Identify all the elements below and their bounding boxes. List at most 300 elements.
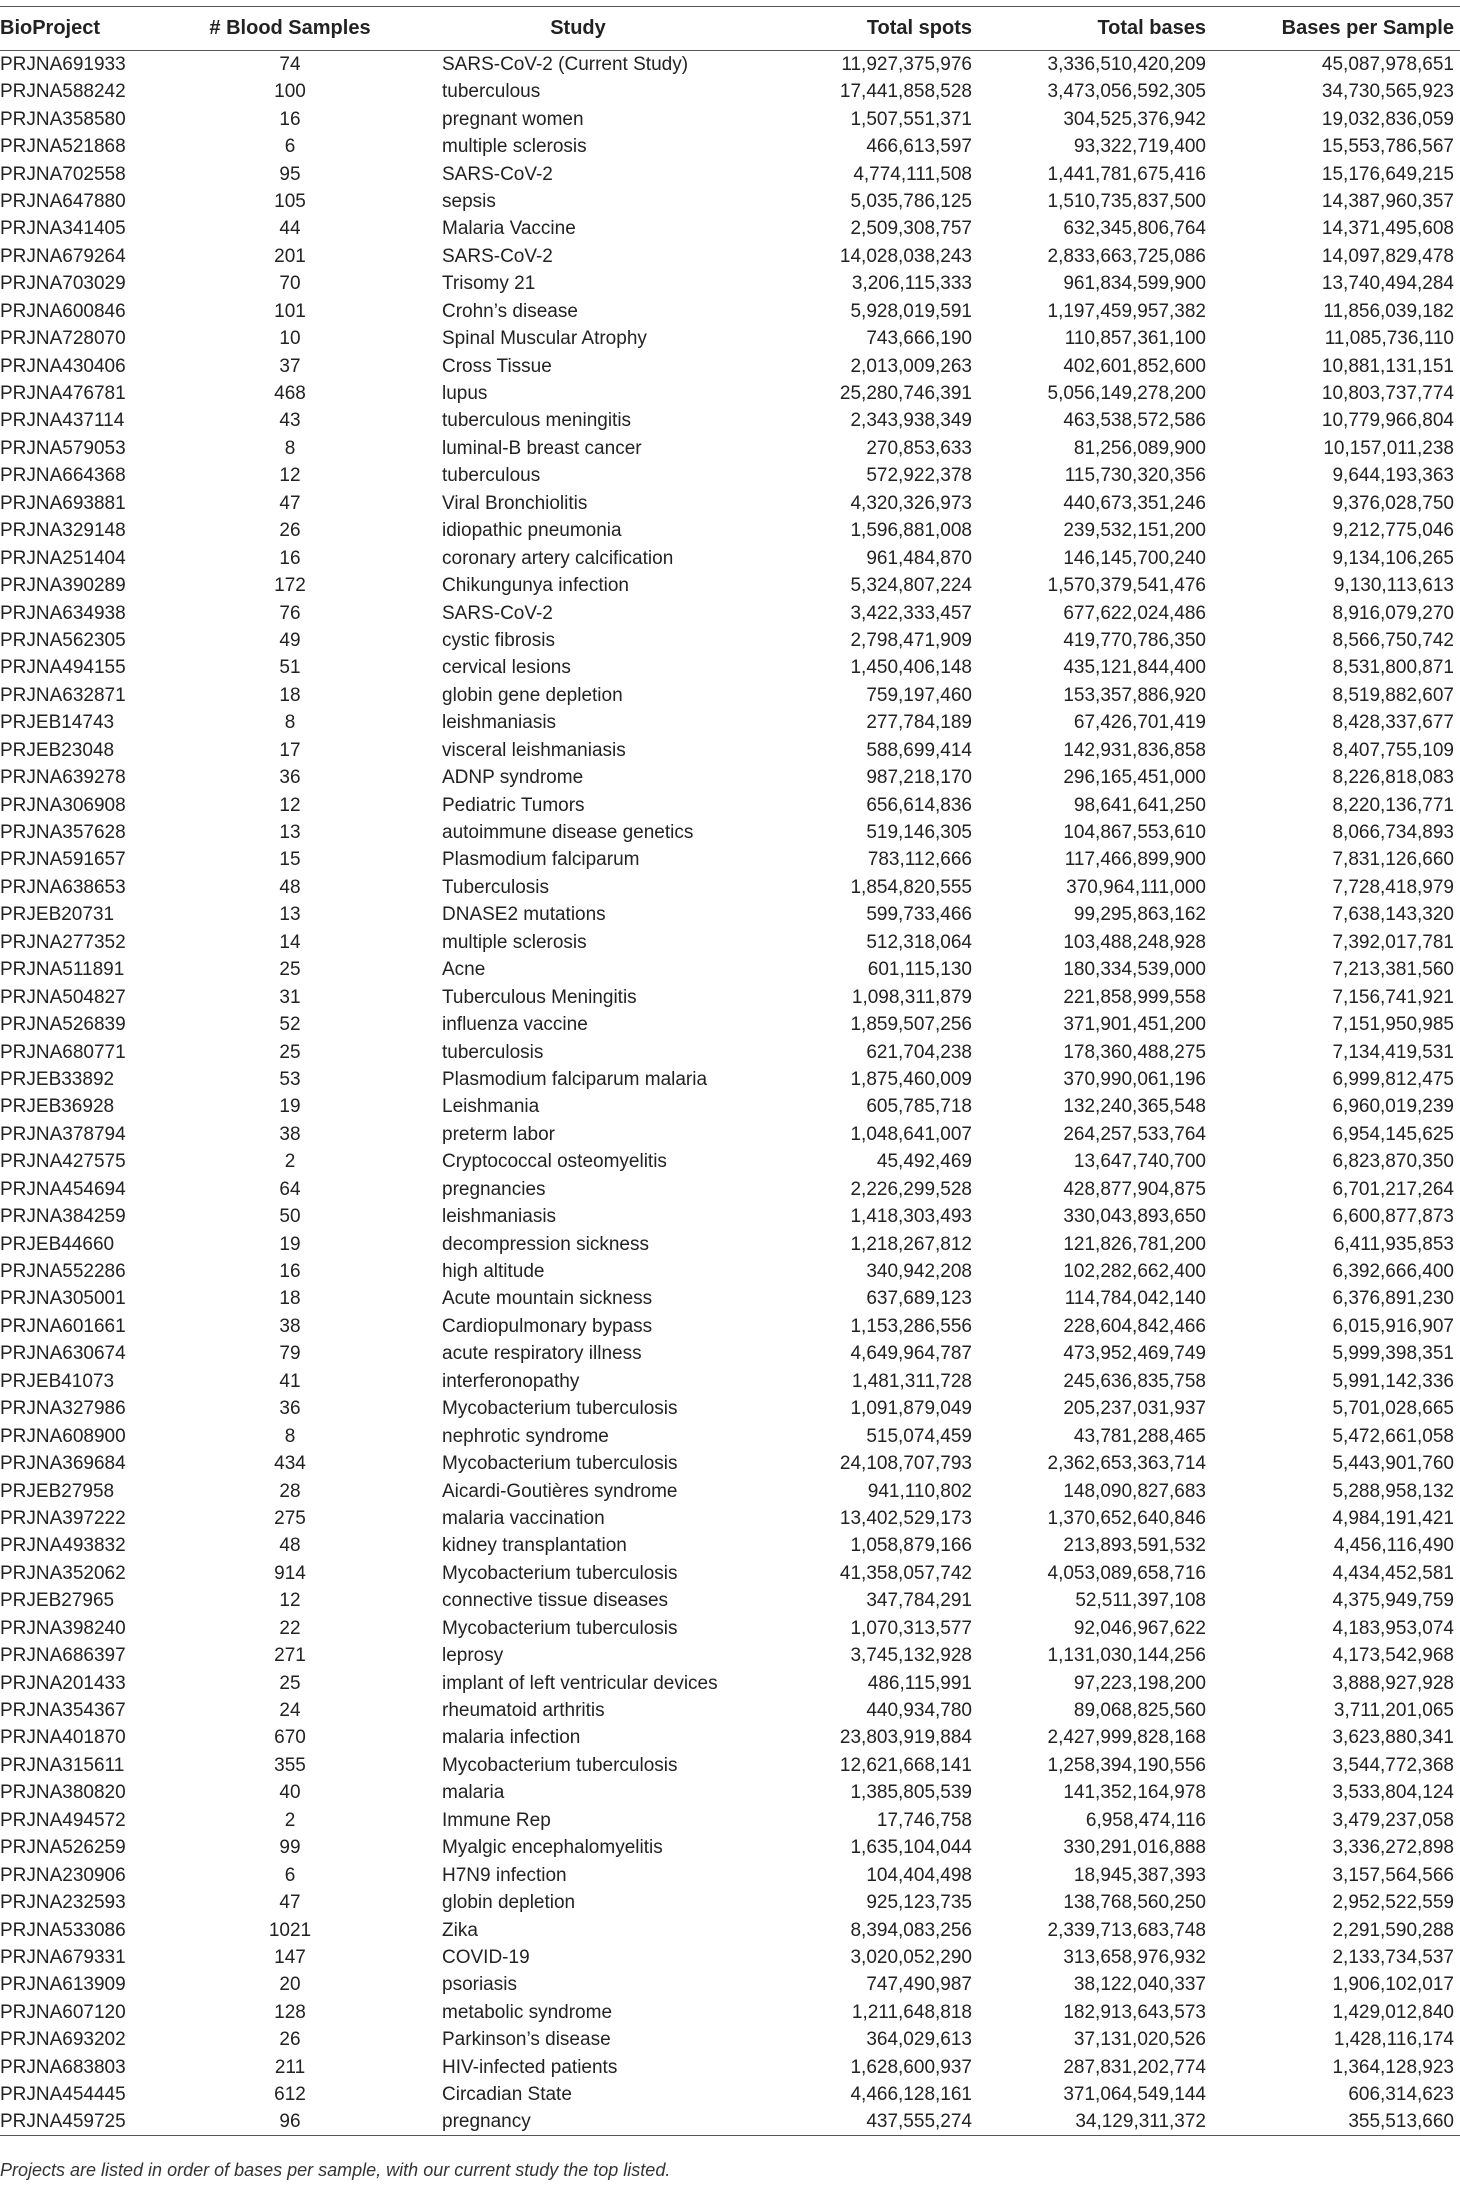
cell-bases-per-sample: 7,728,418,979: [1332, 876, 1454, 898]
cell-total-bases: 228,604,842,466: [1063, 1315, 1206, 1337]
cell-blood-samples: 12: [279, 794, 301, 816]
cell-total-bases: 371,064,549,144: [1063, 2084, 1206, 2106]
cell-total-bases: 52,511,397,108: [1075, 1590, 1206, 1612]
cell-bases-per-sample: 1,428,116,174: [1333, 2029, 1454, 2051]
cell-blood-samples: 128: [274, 2001, 306, 2023]
cell-total-bases: 330,043,893,650: [1063, 1206, 1206, 1228]
table-row: [0, 1093, 1460, 1120]
cell-bioproject: PRJNA230906: [0, 1864, 126, 1886]
table-row: [0, 1999, 1460, 2026]
cell-total-bases: 264,257,533,764: [1063, 1123, 1206, 1145]
cell-study: SARS-CoV-2 (Current Study): [442, 54, 689, 75]
cell-blood-samples: 36: [279, 1398, 301, 1420]
cell-study: kidney transplantation: [442, 1535, 627, 1557]
cell-bases-per-sample: 4,375,949,759: [1332, 1590, 1454, 1612]
cell-bioproject: PRJNA600846: [0, 300, 126, 322]
cell-total-spots: 1,211,648,818: [851, 2001, 972, 2023]
table-footnote: Projects are listed in order of bases per sample, with our current study the top listed.: [0, 2160, 671, 2180]
cell-total-bases: 313,658,976,932: [1063, 1946, 1206, 1968]
cell-blood-samples: 147: [274, 1946, 306, 1968]
table-row: [0, 380, 1460, 407]
cell-bases-per-sample: 3,157,564,566: [1332, 1864, 1454, 1886]
cell-study: malaria vaccination: [442, 1507, 605, 1529]
cell-bases-per-sample: 2,291,590,288: [1332, 1919, 1454, 1941]
cell-bases-per-sample: 9,212,775,046: [1332, 520, 1454, 542]
cell-blood-samples: 468: [274, 383, 306, 405]
cell-bioproject: PRJEB27958: [0, 1480, 115, 1502]
cell-total-bases: 245,636,835,758: [1063, 1370, 1206, 1392]
cell-total-bases: 2,833,663,725,086: [1047, 245, 1206, 267]
cell-study: Parkinson’s disease: [442, 2029, 611, 2051]
cell-study: ADNP syndrome: [442, 767, 584, 789]
cell-bases-per-sample: 5,288,958,132: [1332, 1480, 1454, 1502]
cell-total-spots: 2,226,299,528: [850, 1178, 972, 1200]
cell-blood-samples: 40: [279, 1782, 301, 1804]
cell-bioproject: PRJNA201433: [0, 1672, 126, 1694]
table-row: [0, 764, 1460, 791]
cell-study: malaria: [442, 1782, 505, 1804]
cell-total-bases: 43,781,288,465: [1073, 1425, 1206, 1447]
cell-total-spots: 5,324,807,224: [850, 575, 972, 597]
cell-bases-per-sample: 45,087,978,651: [1321, 54, 1454, 75]
cell-total-bases: 1,258,394,190,556: [1047, 1754, 1206, 1776]
cell-bases-per-sample: 4,173,542,968: [1332, 1645, 1454, 1667]
cell-total-spots: 340,942,208: [866, 1261, 972, 1283]
cell-bioproject: PRJNA691933: [0, 54, 126, 75]
cell-total-spots: 2,798,471,909: [850, 629, 972, 651]
cell-total-bases: 92,046,967,622: [1073, 1617, 1206, 1639]
cell-total-spots: 486,115,991: [867, 1672, 972, 1694]
cell-total-bases: 141,352,164,978: [1063, 1782, 1206, 1804]
cell-total-spots: 1,635,104,044: [850, 1837, 972, 1859]
cell-study: HIV-infected patients: [442, 2056, 618, 2078]
cell-study: Crohn’s disease: [442, 300, 578, 322]
cell-bases-per-sample: 7,831,126,660: [1332, 849, 1454, 871]
cell-bioproject: PRJNA354367: [0, 1700, 126, 1722]
cell-study: rheumatoid arthritis: [442, 1700, 605, 1722]
cell-total-spots: 1,418,303,493: [850, 1206, 972, 1228]
cell-total-bases: 132,240,365,548: [1063, 1096, 1206, 1118]
cell-blood-samples: 275: [274, 1507, 306, 1529]
cell-bases-per-sample: 6,411,935,853: [1333, 1233, 1454, 1255]
table-row: [0, 901, 1460, 928]
cell-bioproject: PRJNA728070: [0, 328, 126, 350]
cell-study: Tuberculosis: [442, 876, 550, 898]
cell-blood-samples: 95: [279, 163, 301, 185]
cell-bases-per-sample: 7,134,419,531: [1332, 1041, 1454, 1063]
table-row: [0, 462, 1460, 489]
cell-bioproject: PRJNA613909: [0, 1974, 126, 1996]
table-row: [0, 1971, 1460, 1998]
cell-bases-per-sample: 1,364,128,923: [1332, 2056, 1454, 2078]
cell-total-spots: 24,108,707,793: [839, 1453, 972, 1475]
cell-study: Cryptococcal osteomyelitis: [442, 1151, 667, 1173]
cell-bases-per-sample: 5,443,901,760: [1332, 1453, 1454, 1475]
cell-total-spots: 1,628,600,937: [850, 2056, 972, 2078]
cell-total-spots: 104,404,498: [866, 1864, 972, 1886]
cell-bases-per-sample: 8,428,337,677: [1332, 712, 1454, 734]
cell-bases-per-sample: 10,881,131,151: [1321, 355, 1454, 377]
cell-total-bases: 961,834,599,900: [1063, 273, 1206, 295]
cell-study: Plasmodium falciparum malaria: [442, 1068, 708, 1090]
cell-bioproject: PRJNA358580: [0, 108, 126, 130]
cell-blood-samples: 37: [279, 355, 301, 377]
cell-total-spots: 1,450,406,148: [850, 657, 972, 679]
cell-blood-samples: 10: [279, 328, 301, 350]
cell-bases-per-sample: 6,015,916,907: [1332, 1315, 1454, 1337]
cell-bioproject: PRJNA638653: [0, 876, 126, 898]
cell-total-bases: 370,990,061,196: [1063, 1068, 1206, 1090]
cell-blood-samples: 13: [279, 904, 301, 926]
cell-blood-samples: 8: [284, 712, 296, 734]
cell-blood-samples: 13: [279, 822, 301, 844]
cell-total-bases: 1,370,652,640,846: [1047, 1507, 1206, 1529]
cell-total-spots: 1,854,820,555: [850, 876, 972, 898]
cell-bioproject: PRJNA397222: [0, 1507, 126, 1529]
cell-blood-samples: 612: [274, 2084, 306, 2106]
cell-blood-samples: 28: [279, 1480, 301, 1502]
cell-study: cervical lesions: [442, 657, 571, 679]
cell-bioproject: PRJNA459725: [0, 2108, 168, 2136]
cell-blood-samples: 2: [284, 1809, 296, 1831]
table-row: [0, 435, 1460, 462]
cell-total-spots: 23,803,919,884: [839, 1727, 972, 1749]
cell-blood-samples: 19: [279, 1096, 301, 1118]
cell-total-spots: 783,112,666: [867, 849, 972, 871]
cell-bioproject: PRJNA679264: [0, 245, 126, 267]
cell-blood-samples: 18: [279, 1288, 301, 1310]
cell-bases-per-sample: 9,130,113,613: [1333, 575, 1454, 597]
cell-total-bases: 67,426,701,419: [1073, 712, 1206, 734]
header-total-spots: Total spots: [744, 7, 978, 51]
cell-total-spots: 1,048,641,007: [850, 1123, 972, 1145]
cell-bases-per-sample: 10,779,966,804: [1321, 410, 1454, 432]
cell-bioproject: PRJNA511891: [0, 959, 125, 981]
cell-total-spots: 519,146,305: [866, 822, 972, 844]
cell-blood-samples: 25: [279, 959, 301, 981]
cell-bioproject: PRJNA352062: [0, 1562, 126, 1584]
cell-bioproject: PRJNA533086: [0, 1919, 126, 1941]
table-row: [0, 819, 1460, 846]
cell-total-bases: 3,473,056,592,305: [1047, 81, 1206, 103]
cell-total-spots: 941,110,802: [867, 1480, 972, 1502]
cell-study: tuberculous: [442, 81, 541, 103]
cell-total-spots: 41,358,057,742: [839, 1562, 972, 1584]
cell-blood-samples: 12: [279, 465, 301, 487]
cell-bases-per-sample: 6,960,019,239: [1332, 1096, 1454, 1118]
cell-total-spots: 601,115,130: [867, 959, 972, 981]
cell-bioproject: PRJNA630674: [0, 1343, 126, 1365]
cell-bases-per-sample: 14,387,960,357: [1321, 190, 1454, 212]
header-bases-per-sample: Bases per Sample: [1212, 7, 1460, 51]
table-row: [0, 1615, 1460, 1642]
cell-study: tuberculosis: [442, 1041, 544, 1063]
cell-study: Myalgic encephalomyelitis: [442, 1837, 663, 1859]
cell-total-spots: 466,613,597: [866, 136, 972, 158]
cell-bioproject: PRJNA306908: [0, 794, 126, 816]
cell-bioproject: PRJNA315611: [0, 1754, 125, 1776]
cell-study: Aicardi-Goutières syndrome: [442, 1480, 678, 1502]
cell-bioproject: PRJEB41073: [0, 1370, 115, 1392]
cell-total-bases: 677,622,024,486: [1063, 602, 1206, 624]
cell-bases-per-sample: 8,519,882,607: [1332, 684, 1454, 706]
cell-total-bases: 117,466,899,900: [1064, 849, 1206, 871]
cell-bases-per-sample: 8,531,800,871: [1332, 657, 1454, 679]
cell-blood-samples: 49: [279, 629, 301, 651]
table-row: [0, 2026, 1460, 2053]
cell-study: lupus: [442, 383, 488, 405]
cell-bioproject: PRJNA591657: [0, 849, 126, 871]
cell-bases-per-sample: 9,376,028,750: [1332, 492, 1454, 514]
cell-bioproject: PRJNA398240: [0, 1617, 126, 1639]
table-row: [0, 1066, 1460, 1093]
cell-study: pregnancies: [442, 1178, 546, 1200]
table-row: [0, 2108, 1460, 2136]
table-row: [0, 1587, 1460, 1614]
cell-total-spots: 8,394,083,256: [850, 1919, 972, 1941]
cell-study: Spinal Muscular Atrophy: [442, 328, 647, 350]
cell-blood-samples: 47: [279, 1892, 301, 1914]
cell-bioproject: PRJNA693202: [0, 2029, 126, 2051]
cell-blood-samples: 38: [279, 1315, 301, 1337]
cell-total-bases: 440,673,351,246: [1063, 492, 1206, 514]
cell-blood-samples: 70: [279, 273, 301, 295]
cell-study: globin depletion: [442, 1892, 576, 1914]
cell-bioproject: PRJEB23048: [0, 739, 115, 761]
cell-bioproject: PRJNA494572: [0, 1809, 126, 1831]
table-row: [0, 791, 1460, 818]
cell-bioproject: PRJNA639278: [0, 767, 126, 789]
table-row: [0, 78, 1460, 105]
cell-bioproject: PRJNA357628: [0, 822, 126, 844]
cell-total-spots: 1,875,460,009: [850, 1068, 972, 1090]
cell-total-spots: 14,028,038,243: [839, 245, 972, 267]
cell-study: nephrotic syndrome: [442, 1425, 609, 1447]
cell-bases-per-sample: 606,314,623: [1348, 2084, 1454, 2106]
cell-total-spots: 5,928,019,591: [850, 300, 972, 322]
table-row: [0, 407, 1460, 434]
cell-total-spots: 747,490,987: [866, 1974, 972, 1996]
table-row: [0, 709, 1460, 736]
table-row: [0, 1148, 1460, 1175]
cell-bioproject: PRJNA632871: [0, 684, 126, 706]
cell-study: influenza vaccine: [442, 1014, 588, 1036]
cell-bioproject: PRJEB14743: [0, 712, 115, 734]
cell-blood-samples: 25: [279, 1672, 301, 1694]
cell-total-bases: 34,129,311,372: [978, 2108, 1212, 2136]
table-row: [0, 1121, 1460, 1148]
cell-bases-per-sample: 7,392,017,781: [1332, 931, 1454, 953]
cell-bioproject: PRJNA427575: [0, 1151, 126, 1173]
cell-study: Mycobacterium tuberculosis: [442, 1617, 678, 1639]
table-row: [0, 517, 1460, 544]
table-row: [0, 1916, 1460, 1943]
cell-total-bases: 153,357,886,920: [1063, 684, 1206, 706]
cell-total-spots: 3,206,115,333: [851, 273, 972, 295]
cell-bases-per-sample: 4,183,953,074: [1332, 1617, 1454, 1639]
bioproject-table: [0, 6, 1460, 2136]
cell-study: cystic fibrosis: [442, 629, 555, 651]
cell-total-spots: 1,058,879,166: [850, 1535, 972, 1557]
cell-bases-per-sample: 3,479,237,058: [1332, 1809, 1454, 1831]
cell-study: preterm labor: [442, 1123, 555, 1145]
cell-bioproject: PRJNA232593: [0, 1892, 126, 1914]
cell-bioproject: PRJNA683803: [0, 2056, 126, 2078]
cell-total-spots: 1,218,267,812: [850, 1233, 972, 1255]
table-row: [0, 188, 1460, 215]
cell-total-bases: 5,056,149,278,200: [1047, 383, 1206, 405]
table-row: [0, 1477, 1460, 1504]
cell-total-bases: 110,857,361,100: [1064, 328, 1206, 350]
cell-bases-per-sample: 6,999,812,475: [1332, 1068, 1454, 1090]
cell-total-bases: 402,601,852,600: [1063, 355, 1206, 377]
cell-bases-per-sample: 6,600,877,873: [1332, 1206, 1454, 1228]
cell-bases-per-sample: 5,472,661,058: [1332, 1425, 1454, 1447]
cell-total-bases: 2,362,653,363,714: [1047, 1453, 1206, 1475]
cell-bases-per-sample: 4,984,191,421: [1332, 1507, 1454, 1529]
cell-total-bases: 473,952,469,749: [1063, 1343, 1206, 1365]
cell-total-spots: 743,666,190: [866, 328, 972, 350]
cell-bioproject: PRJNA369684: [0, 1453, 126, 1475]
cell-bioproject: PRJNA329148: [0, 520, 126, 542]
cell-blood-samples: 211: [274, 2056, 306, 2078]
cell-bases-per-sample: 15,176,649,215: [1321, 163, 1454, 185]
cell-total-bases: 463,538,572,586: [1063, 410, 1206, 432]
cell-bases-per-sample: 34,730,565,923: [1321, 81, 1454, 103]
cell-bioproject: PRJNA380820: [0, 1782, 126, 1804]
cell-total-bases: 239,532,151,200: [1063, 520, 1206, 542]
header-study: Study: [412, 7, 744, 51]
cell-total-spots: 2,013,009,263: [850, 355, 972, 377]
cell-total-bases: 138,768,560,250: [1063, 1892, 1206, 1914]
cell-study: pregnant women: [442, 108, 584, 130]
table-row: [0, 1834, 1460, 1861]
cell-bases-per-sample: 3,623,880,341: [1332, 1727, 1454, 1749]
cell-bioproject: PRJNA430406: [0, 355, 126, 377]
cell-bases-per-sample: 8,226,818,083: [1332, 767, 1454, 789]
cell-study: acute respiratory illness: [442, 1343, 642, 1365]
table-row: [0, 1011, 1460, 1038]
cell-total-spots: 1,098,311,879: [851, 986, 972, 1008]
table-row: [0, 1422, 1460, 1449]
cell-study: Leishmania: [442, 1096, 540, 1118]
cell-total-spots: 45,492,469: [876, 1151, 972, 1173]
cell-blood-samples: 48: [279, 1535, 301, 1557]
cell-total-spots: 2,343,938,349: [850, 410, 972, 432]
cell-bioproject: PRJNA703029: [0, 273, 126, 295]
cell-bioproject: PRJNA384259: [0, 1206, 126, 1228]
cell-blood-samples: 8: [284, 437, 296, 459]
cell-blood-samples: 52: [279, 1014, 301, 1036]
cell-total-bases: 99,295,863,162: [1073, 904, 1206, 926]
cell-blood-samples: 50: [279, 1206, 301, 1228]
cell-blood-samples: 6: [284, 1864, 296, 1886]
table-row: [0, 1313, 1460, 1340]
cell-total-bases: 1,441,781,675,416: [1047, 163, 1206, 185]
cell-total-bases: 2,339,713,683,748: [1047, 1919, 1206, 1941]
cell-blood-samples: 271: [274, 1645, 306, 1667]
cell-total-bases: 428,877,904,875: [1063, 1178, 1206, 1200]
cell-study: Cardiopulmonary bypass: [442, 1315, 653, 1337]
cell-total-spots: 1,507,551,371: [850, 108, 972, 130]
cell-total-bases: 178,360,488,275: [1063, 1041, 1206, 1063]
table-row: [0, 1944, 1460, 1971]
cell-bioproject: PRJNA437114: [0, 410, 125, 432]
cell-bases-per-sample: 5,999,398,351: [1332, 1343, 1454, 1365]
cell-blood-samples: 26: [279, 2029, 301, 2051]
cell-total-bases: 115,730,320,356: [1064, 465, 1206, 487]
cell-bases-per-sample: 6,392,666,400: [1332, 1261, 1454, 1283]
table-row: [0, 1285, 1460, 1312]
cell-bioproject: PRJNA454694: [0, 1178, 126, 1200]
cell-bioproject: PRJNA378794: [0, 1123, 126, 1145]
cell-total-bases: 4,053,089,658,716: [1047, 1562, 1206, 1584]
cell-blood-samples: 19: [279, 1233, 301, 1255]
cell-total-bases: 98,641,641,250: [1073, 794, 1206, 816]
cell-total-spots: 440,934,780: [866, 1700, 972, 1722]
cell-blood-samples: 18: [279, 684, 301, 706]
cell-bioproject: PRJNA601661: [0, 1315, 126, 1337]
cell-total-bases: 1,570,379,541,476: [1047, 575, 1206, 597]
table-row: [0, 1642, 1460, 1669]
cell-total-spots: 3,745,132,928: [850, 1645, 972, 1667]
table-row: [0, 1038, 1460, 1065]
cell-study: leishmaniasis: [442, 712, 557, 734]
cell-blood-samples: 434: [274, 1453, 306, 1475]
cell-bioproject: PRJNA504827: [0, 986, 126, 1008]
cell-blood-samples: 26: [279, 520, 301, 542]
cell-bioproject: PRJNA494155: [0, 657, 126, 679]
cell-blood-samples: 8: [284, 1425, 296, 1447]
cell-bases-per-sample: 6,954,145,625: [1332, 1123, 1454, 1145]
cell-total-spots: 987,218,170: [866, 767, 972, 789]
cell-total-spots: 364,029,613: [866, 2029, 972, 2051]
cell-blood-samples: 17: [279, 739, 301, 761]
table-header: [0, 7, 1460, 51]
cell-study: globin gene depletion: [442, 684, 623, 706]
cell-study: SARS-CoV-2: [442, 602, 553, 624]
header-bioproject: BioProject: [0, 7, 168, 51]
table-row: [0, 599, 1460, 626]
cell-bioproject: PRJNA277352: [0, 931, 126, 953]
cell-blood-samples: 100: [274, 81, 306, 103]
cell-total-spots: 12,621,668,141: [839, 1754, 972, 1776]
cell-total-spots: 4,774,111,508: [853, 163, 972, 185]
cell-study: Immune Rep: [442, 1809, 551, 1831]
cell-total-bases: 180,334,539,000: [1063, 959, 1206, 981]
cell-bioproject: PRJNA664368: [0, 465, 126, 487]
table-row: [0, 490, 1460, 517]
cell-total-bases: 2,427,999,828,168: [1047, 1727, 1206, 1749]
cell-study: Chikungunya infection: [442, 575, 629, 597]
cell-blood-samples: 76: [279, 602, 301, 624]
cell-total-bases: 287,831,202,774: [1063, 2056, 1206, 2078]
cell-study: COVID-19: [442, 1946, 530, 1968]
cell-bioproject: PRJNA552286: [0, 1261, 126, 1283]
cell-total-spots: 347,784,291: [866, 1590, 972, 1612]
cell-total-spots: 4,466,128,161: [850, 2084, 972, 2106]
cell-study: Plasmodium falciparum: [442, 849, 640, 871]
cell-bases-per-sample: 355,513,660: [1212, 2108, 1460, 2136]
table-row: [0, 654, 1460, 681]
cell-bases-per-sample: 6,376,891,230: [1332, 1288, 1454, 1310]
cell-study: high altitude: [442, 1261, 545, 1283]
cell-blood-samples: 201: [274, 245, 306, 267]
cell-study: luminal-B breast cancer: [442, 437, 642, 459]
table-row: [0, 1779, 1460, 1806]
cell-total-bases: 296,165,451,000: [1063, 767, 1206, 789]
cell-total-bases: 205,237,031,937: [1063, 1398, 1206, 1420]
